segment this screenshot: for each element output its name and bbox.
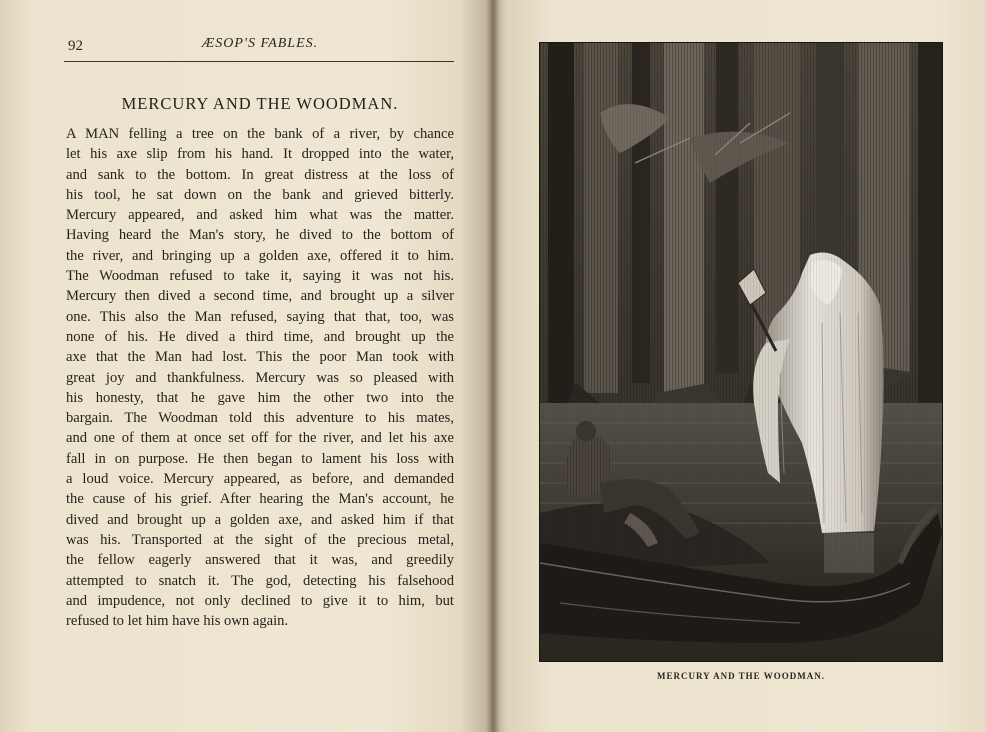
- text-line: Having heard the Man's story, he dived to the bottom of: [66, 227, 454, 244]
- text-line: bargain. The Woodman told this adventure to his mates,: [66, 410, 454, 427]
- text-line: A MAN felling a tree on the bank of a river, by chance: [66, 126, 454, 142]
- text-line: was his. Transported at the sight of the precious metal,: [66, 531, 454, 548]
- text-line: dived and brought up a golden axe, and asked him if that: [66, 511, 454, 528]
- text-line: the fellow eagerly answered that it was, and greedily: [66, 552, 454, 569]
- text-line: none of his. He dived a third time, and brought up the: [66, 328, 454, 345]
- fable-body: [66, 124, 454, 631]
- text-line: Mercury appeared, and asked him what was the matter.: [66, 207, 454, 224]
- text-line: and impudence, not only declined to give it to him, but: [66, 592, 454, 609]
- text-line: and one of them at once set off for the river, and let his axe: [66, 430, 454, 447]
- text-line: one. This also the Man refused, saying that that, too, was: [66, 308, 454, 325]
- book-gutter: [486, 0, 500, 732]
- text-line: Mercury then dived a second time, and brought up a silver: [66, 288, 454, 305]
- engraving-illustration: [539, 42, 943, 662]
- text-line: a loud voice. Mercury appeared, as before, and demanded: [66, 471, 454, 488]
- text-line: let his axe slip from his hand. It dropped into the water,: [66, 146, 454, 163]
- text-line: his honesty, that he gave him the other two into the: [66, 389, 454, 406]
- left-page: [0, 0, 492, 732]
- text-line: the cause of his grief. After hearing the Man's account, he: [66, 491, 454, 508]
- text-line: attempted to snatch it. The god, detecting his falsehood: [66, 572, 454, 589]
- page-number: 92: [68, 38, 83, 54]
- text-line: and sank to the bottom. In great distress at the loss of: [66, 166, 454, 183]
- text-line: his tool, he sat down on the bank and grieved bitterly.: [66, 186, 454, 203]
- header-rule: [64, 61, 454, 62]
- running-head: ÆSOP'S FABLES.: [201, 36, 319, 51]
- text-line: fall in on purpose. He then began to lament his loss with: [66, 450, 454, 467]
- text-line: The Woodman refused to take it, saying it was not his.: [66, 268, 454, 285]
- fable-title: MERCURY AND THE WOODMAN.: [121, 94, 399, 113]
- text-line: great joy and thankfulness. Mercury was so pleased with: [66, 369, 454, 386]
- text-line: axe that the Man had lost. This the poor Man took with: [66, 349, 454, 366]
- text-line: refused to let him have his own again.: [66, 613, 289, 630]
- text-line: the river, and bringing up a golden axe, offered it to him.: [66, 247, 454, 264]
- illustration-caption: MERCURY AND THE WOODMAN.: [656, 671, 826, 681]
- engraving-svg: [540, 43, 942, 661]
